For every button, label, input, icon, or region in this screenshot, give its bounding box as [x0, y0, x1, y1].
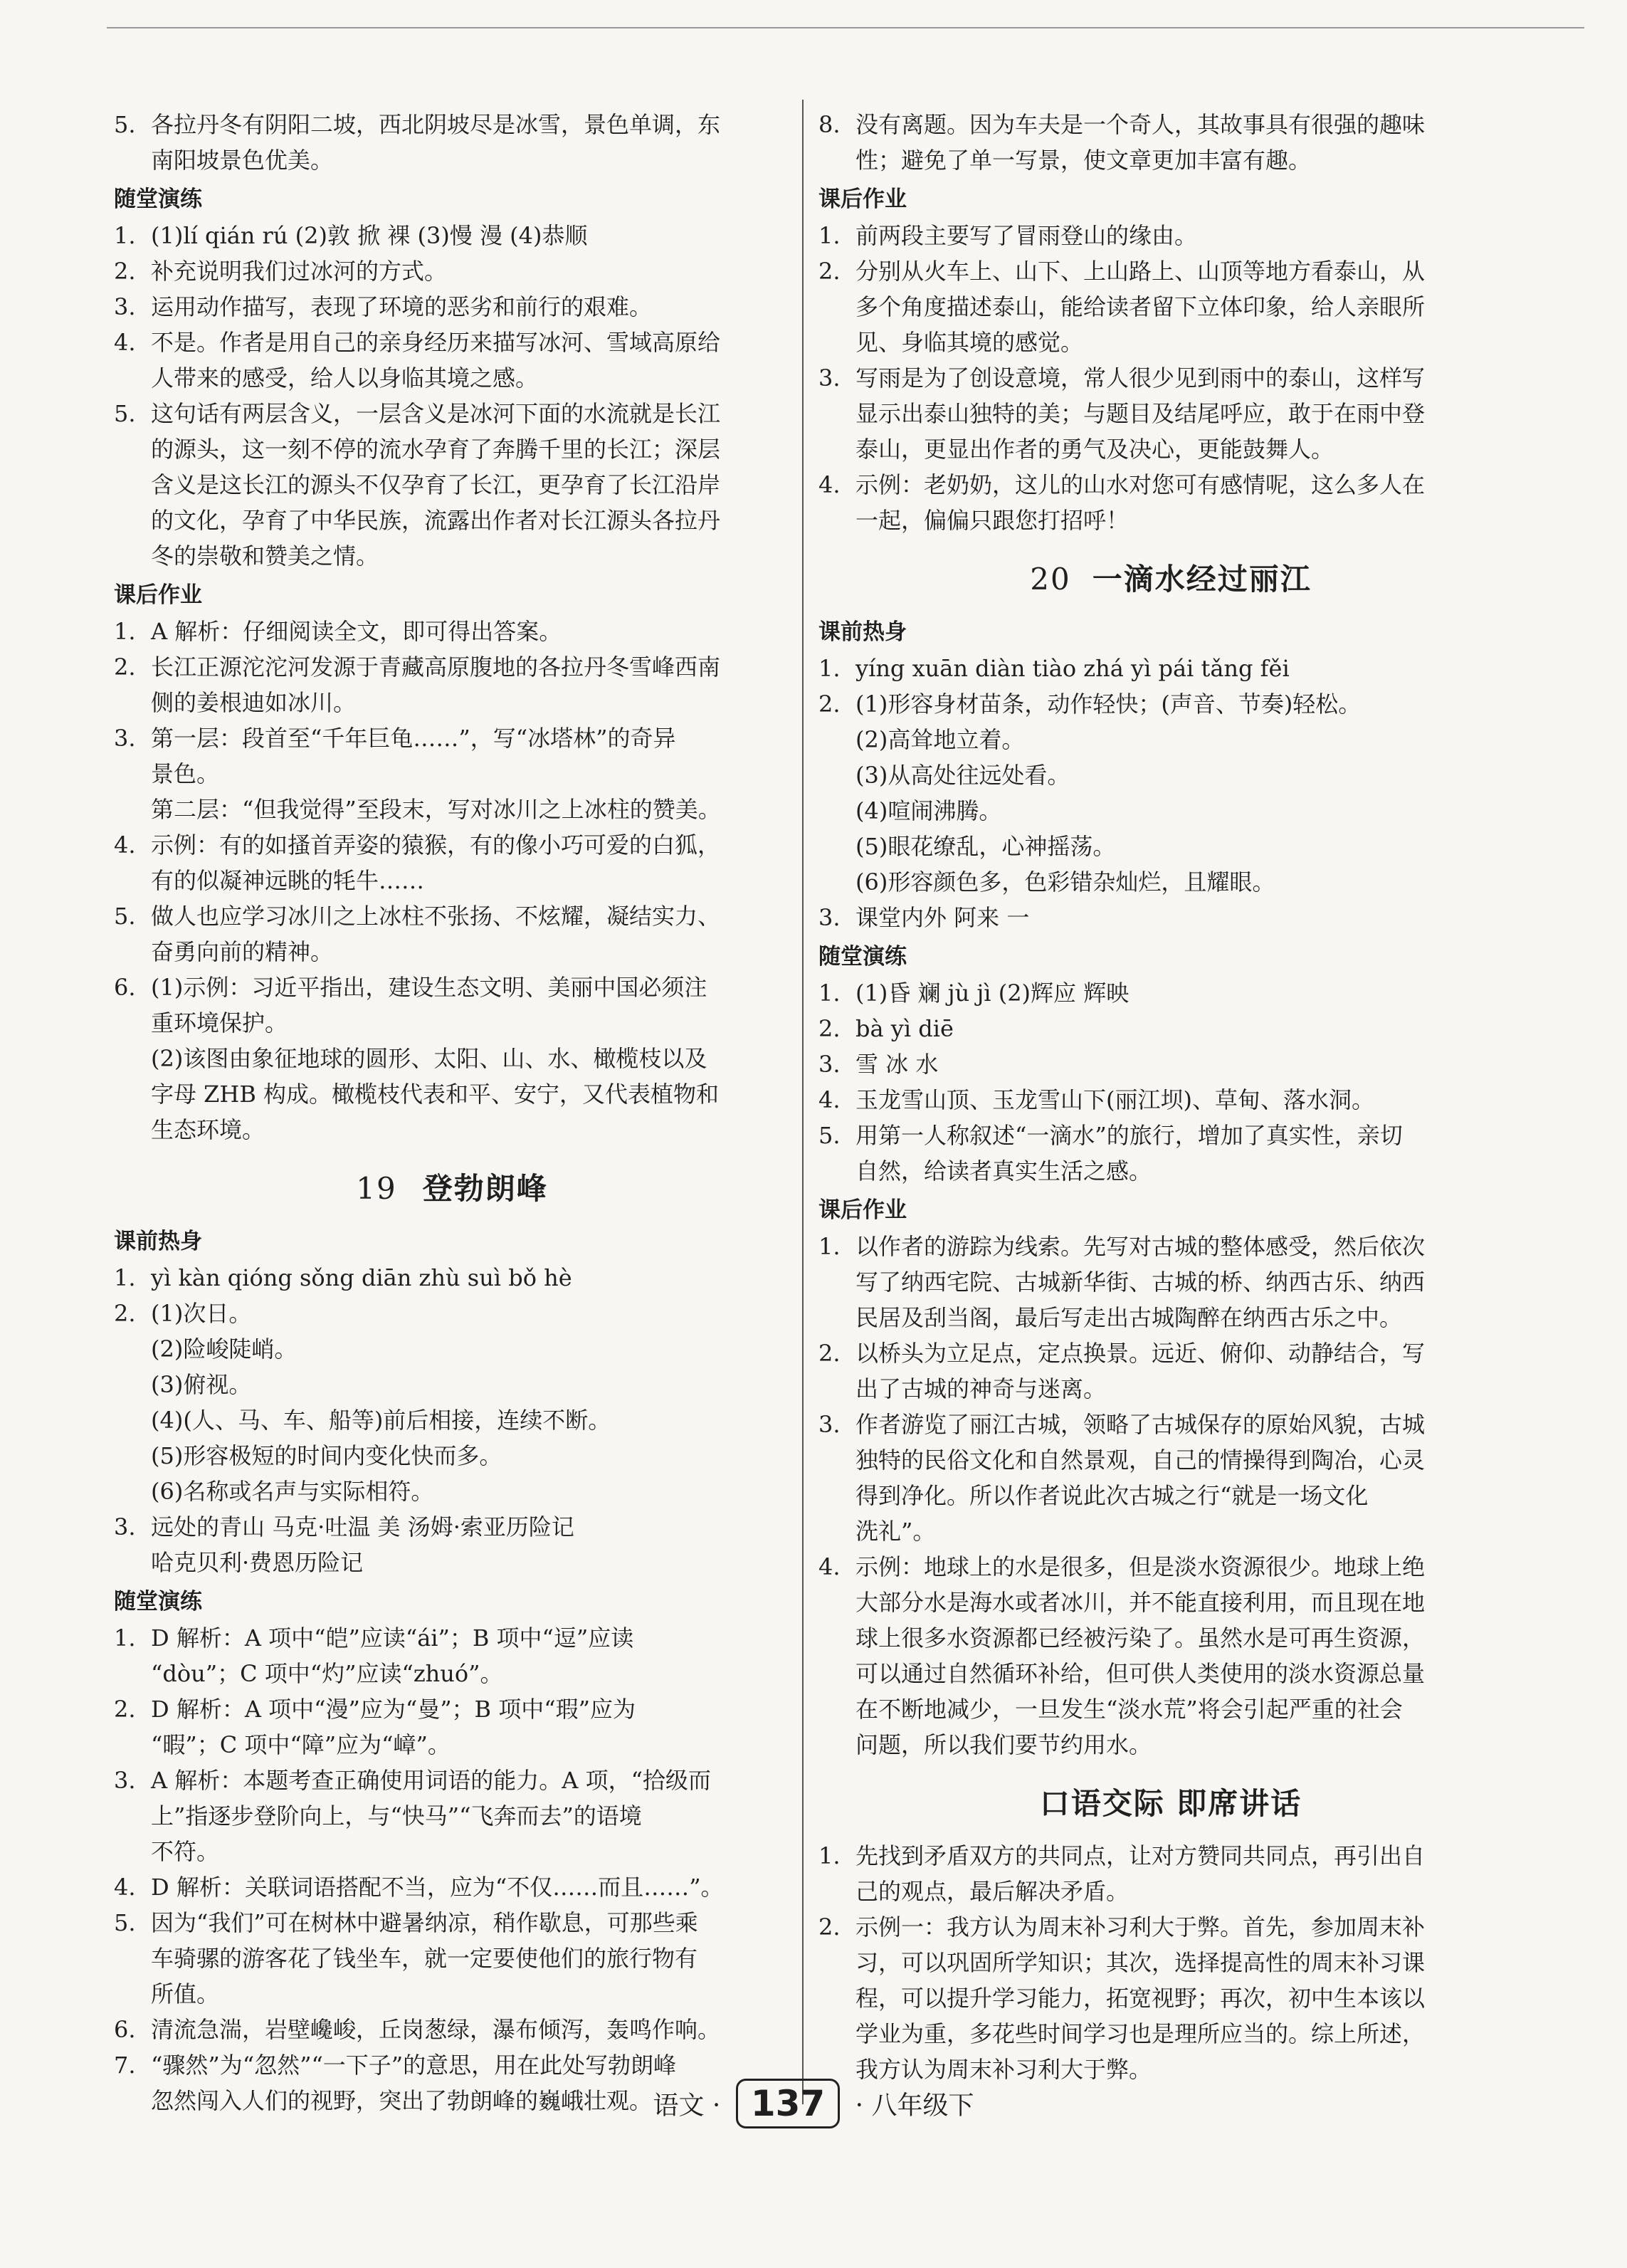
item-number: 3. — [114, 1767, 136, 1794]
text-line: 出了古城的神奇与迷离。 — [855, 1375, 1107, 1402]
answer-item — [114, 107, 790, 178]
right-s3-list — [818, 975, 1523, 1189]
text-line: (6)形容颜色多，色彩错杂灿烂，且耀眼。 — [855, 868, 1275, 896]
item-number: 4. — [818, 1086, 841, 1113]
text-line: 以桥头为立足点，定点换景。远近、俯仰、动静结合，写 — [855, 1340, 1426, 1367]
item-text — [151, 614, 790, 649]
text-line: 车骑骡的游客花了钱坐车，就一定要使他们的旅行物有 — [151, 1945, 698, 1972]
item-number: 3. — [818, 1051, 841, 1078]
item-number: 1. — [818, 655, 841, 682]
text-line: 上”指逐步登阶向上，与“快马”“飞奔而去”的语境 — [151, 1802, 642, 1829]
text-line: 习，可以巩固所学知识；其次，选择提高性的周末补习课 — [855, 1949, 1426, 1976]
text-line: 以作者的游踪为线索。先写对古城的整体感受，然后依次 — [855, 1233, 1426, 1260]
text-line: 景色。 — [151, 760, 220, 787]
item-number: 2. — [818, 691, 841, 718]
text-line: 前两段主要写了冒雨登山的缘由。 — [855, 222, 1198, 249]
item-text — [151, 218, 790, 253]
item-text — [151, 253, 790, 289]
right-top-list — [818, 107, 1523, 178]
footer-grade: · 八年级下 — [855, 2091, 974, 2121]
item-number: 1. — [114, 1264, 136, 1291]
answer-item — [818, 360, 1523, 467]
lesson-19-title — [114, 1160, 790, 1217]
item-number: 1. — [818, 1842, 841, 1869]
item-number: 5. — [114, 111, 136, 138]
text-line: “暇”；C 项中“障”应为“嶂”。 — [151, 1731, 451, 1758]
answer-item — [114, 289, 790, 325]
item-number: 2. — [818, 258, 841, 285]
item-number: 4. — [114, 831, 136, 859]
text-line: (1)形容身材苗条，动作轻快；(声音、节奏)轻松。 — [855, 691, 1362, 718]
text-line: 生态环境。 — [151, 1116, 265, 1143]
item-number: 1. — [114, 618, 136, 645]
text-line: (1)lí qián rú (2)敦 掀 裸 (3)慢 漫 (4)恭顺 — [151, 222, 588, 249]
answer-item — [818, 1407, 1523, 1549]
text-line: 写了纳西宅院、古城新华街、古城的桥、纳西古乐、纳西 — [855, 1269, 1426, 1296]
item-number: 5. — [114, 903, 136, 930]
page-number: 137 — [736, 2079, 840, 2128]
item-text — [855, 1046, 1523, 1082]
answer-item — [818, 218, 1523, 253]
text-line: 运用动作描写，表现了环境的恶劣和前行的艰难。 — [151, 293, 653, 320]
item-text — [151, 720, 790, 827]
lesson-number: 19 — [356, 1171, 397, 1206]
item-text — [151, 396, 790, 574]
lesson-name: 一滴水经过丽江 — [1092, 562, 1312, 597]
answer-item — [818, 467, 1523, 538]
answer-item — [114, 827, 790, 898]
item-text — [855, 1229, 1523, 1335]
answer-item — [114, 218, 790, 253]
text-line: 显示出泰山独特的美；与题目及结尾呼应，敢于在雨中登 — [855, 400, 1426, 427]
left-s3-list — [114, 1260, 790, 1580]
item-text — [151, 970, 790, 1148]
answer-item — [114, 898, 790, 970]
text-line: (3)俯视。 — [151, 1371, 252, 1398]
answer-item — [114, 325, 790, 396]
item-number: 4. — [818, 471, 841, 498]
item-number: 1. — [818, 980, 841, 1007]
answer-item — [114, 1905, 790, 2012]
answer-item — [818, 900, 1523, 935]
text-line: 示例一：我方认为周末补习利大于弊。首先，参加周末补 — [855, 1913, 1426, 1941]
right-s5-list — [818, 1838, 1523, 2087]
text-line: 作者游览了丽江古城，领略了古城保存的原始风貌，古城 — [855, 1411, 1426, 1438]
item-text — [855, 107, 1523, 178]
text-line: 的源头，这一刻不停的流水孕育了奔腾千里的长江；深层 — [151, 436, 721, 463]
item-number: 5. — [114, 1909, 136, 1936]
lesson-20-title — [818, 551, 1523, 608]
answer-item — [114, 1260, 790, 1296]
item-number: 3. — [114, 1513, 136, 1540]
section-heading: 课后作业 — [818, 187, 907, 212]
item-text — [855, 1335, 1523, 1407]
item-text — [151, 898, 790, 970]
text-line: 冬的崇敬和赞美之情。 — [151, 542, 379, 569]
item-text — [855, 900, 1523, 935]
text-line: 这句话有两层含义，一层含义是冰河下面的水流就是长江 — [151, 400, 721, 427]
item-text — [855, 1082, 1523, 1118]
text-line: D 解析：A 项中“皑”应读“ái”；B 项中“逗”应读 — [151, 1624, 634, 1652]
text-line: 没有离题。因为车夫是一个奇人，其故事具有很强的趣味 — [855, 111, 1426, 138]
item-text — [151, 2012, 790, 2047]
item-number: 2. — [818, 1913, 841, 1941]
text-line: 人带来的感受，给人以身临其境之感。 — [151, 364, 539, 392]
answer-item — [114, 1620, 790, 1691]
text-line: 在不断地减少，一旦发生“淡水荒”将会引起严重的社会 — [855, 1696, 1403, 1723]
text-line: (2)高耸地立着。 — [855, 726, 1025, 753]
footer-subject: 语文 · — [653, 2091, 721, 2121]
answer-item — [114, 649, 790, 720]
item-text — [151, 1869, 790, 1905]
text-line: yíng xuān diàn tiào zhá yì pái tǎng fěi — [855, 655, 1290, 682]
item-number: 2. — [114, 1300, 136, 1327]
text-line: 球上很多水资源都已经被污染了。虽然水是可再生资源， — [855, 1624, 1426, 1652]
text-line: (1)示例：习近平指出，建设生态文明、美丽中国必须注 — [151, 974, 707, 1001]
answer-item — [114, 720, 790, 827]
item-text — [855, 651, 1523, 686]
item-text — [151, 1509, 790, 1580]
text-line: A 解析：仔细阅读全文，即可得出答案。 — [151, 618, 562, 645]
text-line: 洗礼”。 — [855, 1518, 936, 1545]
text-line: (2)该图由象征地球的圆形、太阳、山、水、橄榄枝以及 — [151, 1045, 707, 1072]
answer-item — [114, 1869, 790, 1905]
text-line: D 解析：关联词语搭配不当，应为“不仅……而且……”。 — [151, 1874, 724, 1901]
item-text — [151, 325, 790, 396]
text-line: 清流急湍，岩壁巉峻，丘岗葱绿，瀑布倾泻，轰鸣作响。 — [151, 2016, 721, 2043]
answer-item — [818, 1909, 1523, 2087]
text-line: 一起，偏偏只跟您打招呼！ — [855, 507, 1130, 534]
answer-item — [818, 1082, 1523, 1118]
item-number: 3. — [818, 1411, 841, 1438]
answer-item — [818, 1011, 1523, 1046]
item-text — [855, 1118, 1523, 1189]
left-s1-list — [114, 218, 790, 574]
text-line: “骤然”为“忽然”“一下子”的意思，用在此处写勃朗峰 — [151, 2052, 677, 2079]
text-line: 忽然闯入人们的视野，突出了勃朗峰的巍峨壮观。 — [151, 2087, 653, 2114]
top-rule — [107, 27, 1584, 28]
answer-item — [818, 1838, 1523, 1909]
text-line: 见、身临其境的感觉。 — [855, 329, 1084, 356]
answer-item — [114, 1296, 790, 1509]
answer-item — [114, 614, 790, 649]
text-line: 哈克贝利·费恩历险记 — [151, 1549, 364, 1576]
right-column — [818, 107, 1523, 2087]
text-line: 有的似凝神远眺的牦牛…… — [151, 867, 425, 894]
text-line: 程，可以提升学习能力，拓宽视野；再次，初中生本该以 — [855, 1985, 1426, 2012]
right-s2-list — [818, 651, 1523, 935]
text-line: 雪 冰 水 — [855, 1051, 939, 1078]
item-text — [855, 218, 1523, 253]
item-text — [151, 107, 790, 178]
item-number: 5. — [818, 1122, 841, 1149]
item-text — [855, 975, 1523, 1011]
item-number: 2. — [114, 653, 136, 681]
column-divider — [802, 100, 804, 2104]
item-number: 4. — [818, 1553, 841, 1580]
right-s4-list — [818, 1229, 1523, 1763]
text-line: 第二层：“但我觉得”至段末，写对冰川之上冰柱的赞美。 — [151, 796, 721, 823]
text-line: 多个角度描述泰山，能给读者留下立体印象，给人亲眼所 — [855, 293, 1426, 320]
text-line: 远处的青山 马克·吐温 美 汤姆·索亚历险记 — [151, 1513, 574, 1540]
text-line: 写雨是为了创设意境，常人很少见到雨中的泰山，这样写 — [855, 364, 1426, 392]
text-line: 己的观点，最后解决矛盾。 — [855, 1878, 1130, 1905]
text-line: 问题，所以我们要节约用水。 — [855, 1731, 1152, 1758]
answer-item — [114, 2012, 790, 2047]
text-line: 学业为重，多花些时间学习也是理所应当的。综上所述， — [855, 2020, 1426, 2047]
left-s2-list — [114, 614, 790, 1148]
text-line: 重环境保护。 — [151, 1009, 288, 1036]
section-heading: 课前热身 — [818, 619, 907, 645]
section-heading: 课后作业 — [114, 582, 202, 608]
text-line: 泰山，更显出作者的勇气及决心，更能鼓舞人。 — [855, 436, 1334, 463]
left-column — [114, 107, 790, 2119]
text-line: 因为“我们”可在树林中避暑纳凉，稍作歇息，可那些乘 — [151, 1909, 698, 1936]
section-heading: 随堂演练 — [114, 1589, 202, 1615]
item-number: 2. — [114, 258, 136, 285]
answer-item — [818, 253, 1523, 360]
item-number: 7. — [114, 2052, 136, 2079]
item-number: 3. — [818, 364, 841, 392]
text-line: 补充说明我们过冰河的方式。 — [151, 258, 448, 285]
text-line: 用第一人称叙述“一滴水”的旅行，增加了真实性，亲切 — [855, 1122, 1403, 1149]
text-line: 示例：有的如搔首弄姿的猿猴，有的像小巧可爱的白狐， — [151, 831, 721, 859]
section-heading: 课后作业 — [818, 1197, 907, 1223]
answer-item — [114, 253, 790, 289]
item-text — [855, 686, 1523, 900]
text-line: 含义是这长江的源头不仅孕育了长江，更孕育了长江沿岸 — [151, 471, 721, 498]
item-text — [151, 289, 790, 325]
item-text — [855, 360, 1523, 467]
item-text — [855, 1909, 1523, 2087]
left-top-list — [114, 107, 790, 178]
answer-item — [818, 1118, 1523, 1189]
text-line: 南阳坡景色优美。 — [151, 147, 334, 174]
item-number: 8. — [818, 111, 841, 138]
item-text — [151, 1620, 790, 1691]
answer-item — [114, 396, 790, 574]
section-heading: 课前热身 — [114, 1229, 202, 1254]
item-text — [855, 1838, 1523, 1909]
text-line: 各拉丹冬有阴阳二坡，西北阴坡尽是冰雪，景色单调，东 — [151, 111, 721, 138]
item-number: 6. — [114, 974, 136, 1001]
answer-item — [114, 970, 790, 1148]
text-line: 不符。 — [151, 1838, 220, 1865]
item-number: 3. — [818, 904, 841, 931]
text-line: 长江正源沱沱河发源于青藏高原腹地的各拉丹冬雪峰西南 — [151, 653, 721, 681]
text-line: 我方认为周末补习利大于弊。 — [855, 2056, 1152, 2083]
text-line: 侧的姜根迪如冰川。 — [151, 689, 357, 716]
answer-item — [818, 975, 1523, 1011]
item-text — [855, 1407, 1523, 1549]
text-line: “dòu”；C 项中“灼”应读“zhuó”。 — [151, 1660, 503, 1687]
right-s1-list — [818, 218, 1523, 538]
item-number: 5. — [114, 400, 136, 427]
text-line: 自然，给读者真实生活之感。 — [855, 1157, 1152, 1185]
text-line: (2)险峻陡峭。 — [151, 1335, 298, 1363]
item-number: 2. — [818, 1015, 841, 1042]
item-text — [151, 1763, 790, 1869]
text-line: (4)喧闹沸腾。 — [855, 797, 1002, 824]
text-line: (1)昏 斓 jù jì (2)辉应 辉映 — [855, 980, 1130, 1007]
text-line: 做人也应学习冰川之上冰柱不张扬、不炫耀，凝结实力、 — [151, 903, 721, 930]
text-line: bà yì diē — [855, 1015, 954, 1042]
text-line: 得到净化。所以作者说此次古城之行“就是一场文化 — [855, 1482, 1369, 1509]
text-line: (6)名称或名声与实际相符。 — [151, 1478, 434, 1505]
text-line: 奋勇向前的精神。 — [151, 938, 334, 965]
lesson-number: 20 — [1030, 562, 1071, 597]
item-text — [855, 1011, 1523, 1046]
item-number: 4. — [114, 1874, 136, 1901]
text-line: 玉龙雪山顶、玉龙雪山下(丽江坝)、草甸、落水洞。 — [855, 1086, 1374, 1113]
item-number: 4. — [114, 329, 136, 356]
item-number: 1. — [818, 222, 841, 249]
answer-item — [818, 107, 1523, 178]
answer-item — [818, 1549, 1523, 1763]
text-line: 性；避免了单一写景，使文章更加丰富有趣。 — [855, 147, 1312, 174]
item-text — [151, 1691, 790, 1763]
item-number: 6. — [114, 2016, 136, 2043]
item-text — [855, 467, 1523, 538]
item-text — [151, 1260, 790, 1296]
item-number: 3. — [114, 725, 136, 752]
text-line: (3)从高处往远处看。 — [855, 762, 1070, 789]
page-footer — [0, 2079, 1627, 2128]
answer-item — [818, 1335, 1523, 1407]
answer-item — [114, 1509, 790, 1580]
text-line: 所值。 — [151, 1980, 220, 2007]
text-line: 分别从火车上、山下、上山路上、山顶等地方看泰山，从 — [855, 258, 1426, 285]
text-line: 示例：老奶奶，这儿的山水对您可有感情呢，这么多人在 — [855, 471, 1426, 498]
item-number: 1. — [114, 1624, 136, 1652]
answer-item — [114, 1691, 790, 1763]
text-line: 课堂内外 阿来 一 — [855, 904, 1030, 931]
text-line: 示例：地球上的水是很多，但是淡水资源很少。地球上绝 — [855, 1553, 1426, 1580]
text-line: 的文化，孕育了中华民族，流露出作者对长江源头各拉丹 — [151, 507, 721, 534]
text-line: yì kàn qióng sǒng diān zhù suì bǒ hè — [151, 1264, 572, 1291]
text-line: 先找到矛盾双方的共同点，让对方赞同共同点，再引出自 — [855, 1842, 1426, 1869]
text-line: (5)形容极短的时间内变化快而多。 — [151, 1442, 502, 1469]
answer-item — [114, 1763, 790, 1869]
item-number: 1. — [114, 222, 136, 249]
text-line: (4)(人、马、车、船等)前后相接，连续不断。 — [151, 1407, 611, 1434]
item-text — [151, 1905, 790, 2012]
lesson-name: 登勃朗峰 — [422, 1171, 548, 1206]
text-line: 大部分水是海水或者冰川，并不能直接利用，而且现在地 — [855, 1589, 1426, 1616]
item-number: 3. — [114, 293, 136, 320]
answer-item — [818, 1046, 1523, 1082]
text-line: (5)眼花缭乱，心神摇荡。 — [855, 833, 1116, 860]
text-line: 可以通过自然循环补给，但可供人类使用的淡水资源总量 — [855, 1660, 1426, 1687]
item-text — [855, 253, 1523, 360]
left-s4-list — [114, 1620, 790, 2119]
answer-item — [818, 1229, 1523, 1335]
item-number: 2. — [114, 1696, 136, 1723]
text-line: 民居及刮当阁，最后写走出古城陶醉在纳西古乐之中。 — [855, 1304, 1403, 1331]
oral-communication-title: 口语交际 即席讲话 — [1039, 1786, 1302, 1821]
item-number: 2. — [818, 1340, 841, 1367]
item-text — [151, 827, 790, 898]
item-text — [151, 649, 790, 720]
text-line: (1)次日。 — [151, 1300, 252, 1327]
answer-item — [818, 651, 1523, 686]
text-line: A 解析：本题考查正确使用词语的能力。A 项，“拾级而 — [151, 1767, 711, 1794]
text-line: 独特的民俗文化和自然景观，自己的情操得到陶冶，心灵 — [855, 1447, 1426, 1474]
section-heading: 随堂演练 — [114, 187, 202, 212]
section-heading: 随堂演练 — [818, 944, 907, 970]
item-number: 1. — [818, 1233, 841, 1260]
text-line: 字母 ZHB 构成。橄榄枝代表和平、安宁，又代表植物和 — [151, 1081, 720, 1108]
item-text — [151, 1296, 790, 1509]
text-line: D 解析：A 项中“漫”应为“曼”；B 项中“瑕”应为 — [151, 1696, 636, 1723]
text-line: 不是。作者是用自己的亲身经历来描写冰河、雪域高原给 — [151, 329, 721, 356]
answer-item — [818, 686, 1523, 900]
text-line: 第一层：段首至“千年巨龟……”，写“冰塔林”的奇异 — [151, 725, 676, 752]
item-text — [855, 1549, 1523, 1763]
